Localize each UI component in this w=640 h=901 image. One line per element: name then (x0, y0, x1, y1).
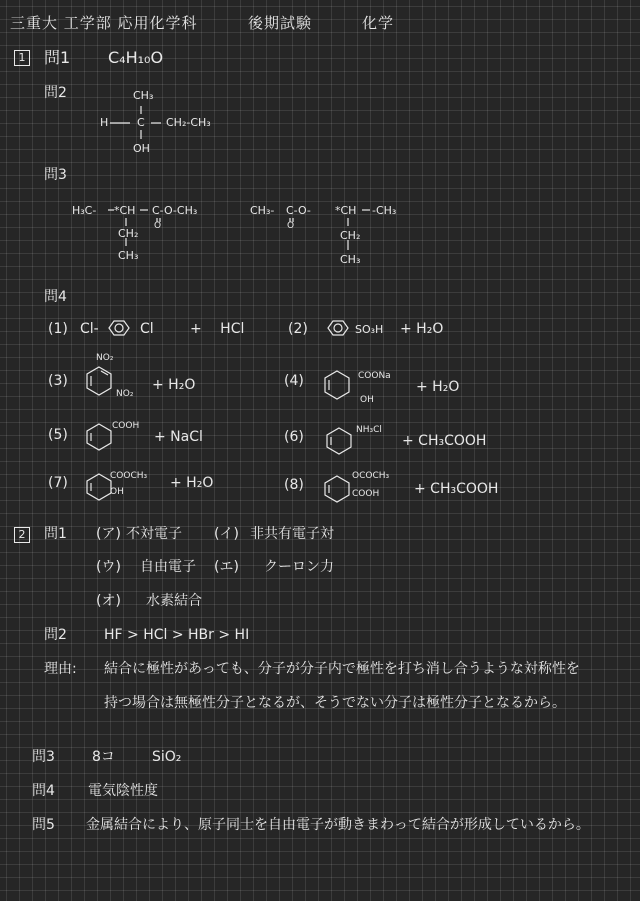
ester-a-left: H₃C- (72, 204, 97, 217)
p4-item-5-num: (5) (48, 427, 68, 443)
p2-center-atom: C (137, 116, 145, 129)
q1-number-box: 1 (14, 50, 30, 66)
p4-item-8-byproduct: + CH₃COOH (414, 481, 499, 497)
q2-p1-i-key: (イ) (214, 526, 239, 542)
q2-p3-label: 問3 (32, 749, 55, 765)
q2-number-box: 2 (14, 527, 30, 543)
header-title: 三重大 工学部 応用化学科 (10, 14, 198, 32)
benzene-ring-icon (84, 364, 114, 398)
q1-p1-label: 問1 (44, 48, 71, 67)
ester-b-chiral: *CH (335, 204, 357, 217)
q2-p1-u-val: 自由電子 (140, 559, 196, 575)
p4-item-3-sub1: NO₂ (96, 353, 114, 363)
p4-item-4-byproduct: + H₂O (416, 379, 460, 395)
p2-left-atom: H (100, 116, 109, 129)
p4-item-2-sub: SO₃H (355, 323, 384, 336)
p4-item-8-sub1: OCOCH₃ (352, 471, 390, 481)
p4-item-7-num: (7) (48, 475, 68, 491)
p4-item-1-num: (1) (48, 321, 68, 337)
q1-p3-ester-a (72, 200, 242, 262)
q2-p1-e-key: (エ) (214, 559, 239, 575)
p4-item-1-pre: Cl- (80, 321, 99, 337)
ester-b-right: -CH₃ (372, 204, 397, 217)
q2-p5-label: 問5 (32, 817, 55, 833)
p4-item-5-sub: COOH (112, 421, 140, 431)
header-exam: 後期試験 (248, 14, 313, 32)
ester-b-left: CH₃- (250, 204, 275, 217)
q1-p2-structure (96, 86, 236, 158)
q2-p3-formula: SiO₂ (152, 749, 182, 765)
p4-item-3-num: (3) (48, 373, 68, 389)
p4-item-6-byproduct: + CH₃COOH (402, 433, 487, 449)
p4-item-8-num: (8) (284, 477, 304, 493)
q2-p2-reason-label: 理由: (44, 661, 77, 677)
q1-p1-answer: C₄H₁₀O (108, 48, 164, 67)
q2-p4-label: 問4 (32, 783, 55, 799)
q2-p1-label: 問1 (44, 526, 67, 542)
q2-p3-count: 8コ (92, 749, 115, 765)
p2-right-group: CH₂-CH₃ (166, 116, 211, 129)
p4-item-1-post: Cl (140, 321, 154, 337)
p4-item-4-sub1: COONa (358, 371, 391, 381)
q2-p1-a-key: (ア) (96, 526, 121, 542)
p4-item-7-sub1: COOCH₃ (110, 471, 148, 481)
q2-p2-reason-line1: 結合に極性があっても、分子が分子内で極性を打ち消し合うような対称性を (104, 661, 580, 677)
ester-b-oxygen: O (287, 221, 295, 231)
benzene-ring-icon (322, 368, 352, 402)
ester-b-branch1: CH₂ (340, 229, 361, 242)
p4-item-3-sub2: NO₂ (116, 389, 134, 399)
ester-b-carbonyl: C-O- (286, 204, 311, 217)
q2-p1-a-val: 不対電子 (126, 526, 182, 542)
benzene-ring-icon (322, 474, 352, 504)
q2-p1-o-val: 水素結合 (146, 593, 202, 609)
q1-p4-label: 問4 (44, 289, 67, 305)
q2-p2-label: 問2 (44, 627, 67, 643)
benzene-ring-icon (324, 318, 352, 338)
p4-item-7-byproduct: + H₂O (170, 475, 214, 491)
q1-p3-ester-b (250, 200, 420, 270)
ester-a-chiral: *CH (114, 204, 136, 217)
q2-p1-o-key: (オ) (96, 593, 121, 609)
p4-item-2-byproduct: + H₂O (400, 321, 444, 337)
p4-item-6-num: (6) (284, 429, 304, 445)
q1-p3-label: 問3 (44, 167, 67, 183)
p4-item-6-sub: NH₃Cl (356, 425, 382, 435)
ester-a-oxygen: O (154, 221, 162, 231)
q2-p5-answer: 金属結合により、原子同士を自由電子が動きまわって結合が形成しているから。 (86, 817, 590, 833)
p4-item-5-byproduct: + NaCl (154, 429, 203, 445)
p4-item-3-byproduct: + H₂O (152, 377, 196, 393)
p2-top-group: CH₃ (133, 89, 154, 102)
ester-a-carbonyl: C-O-CH₃ (152, 204, 198, 217)
benzene-ring-icon (84, 422, 114, 452)
p4-item-2-num: (2) (288, 321, 308, 337)
q2-p4-answer: 電気陰性度 (88, 783, 158, 799)
p4-item-4-sub2: OH (360, 395, 374, 405)
q2-p1-i-val: 非共有電子対 (250, 526, 334, 542)
q1-p2-label: 問2 (44, 85, 67, 101)
p4-item-4-num: (4) (284, 373, 304, 389)
ester-a-branch1: CH₂ (118, 227, 139, 240)
p4-item-8-sub2: COOH (352, 489, 380, 499)
q2-p1-u-key: (ウ) (96, 559, 121, 575)
benzene-ring-icon (324, 426, 354, 456)
p4-item-1-byproduct: + HCl (190, 321, 245, 337)
q2-p2-answer: HF > HCl > HBr > HI (104, 627, 250, 643)
ester-a-branch2: CH₃ (118, 249, 139, 262)
p4-item-7-sub2: OH (110, 487, 124, 497)
ester-b-branch2: CH₃ (340, 253, 361, 266)
q2-p2-reason-line2: 持つ場合は無極性分子となるが、そうでない分子は極性分子となるから。 (104, 695, 566, 711)
p2-bottom-group: OH (133, 142, 150, 155)
header-subject: 化学 (362, 14, 395, 32)
benzene-ring-icon (105, 318, 133, 338)
q2-p1-e-val: クーロン力 (264, 559, 334, 575)
